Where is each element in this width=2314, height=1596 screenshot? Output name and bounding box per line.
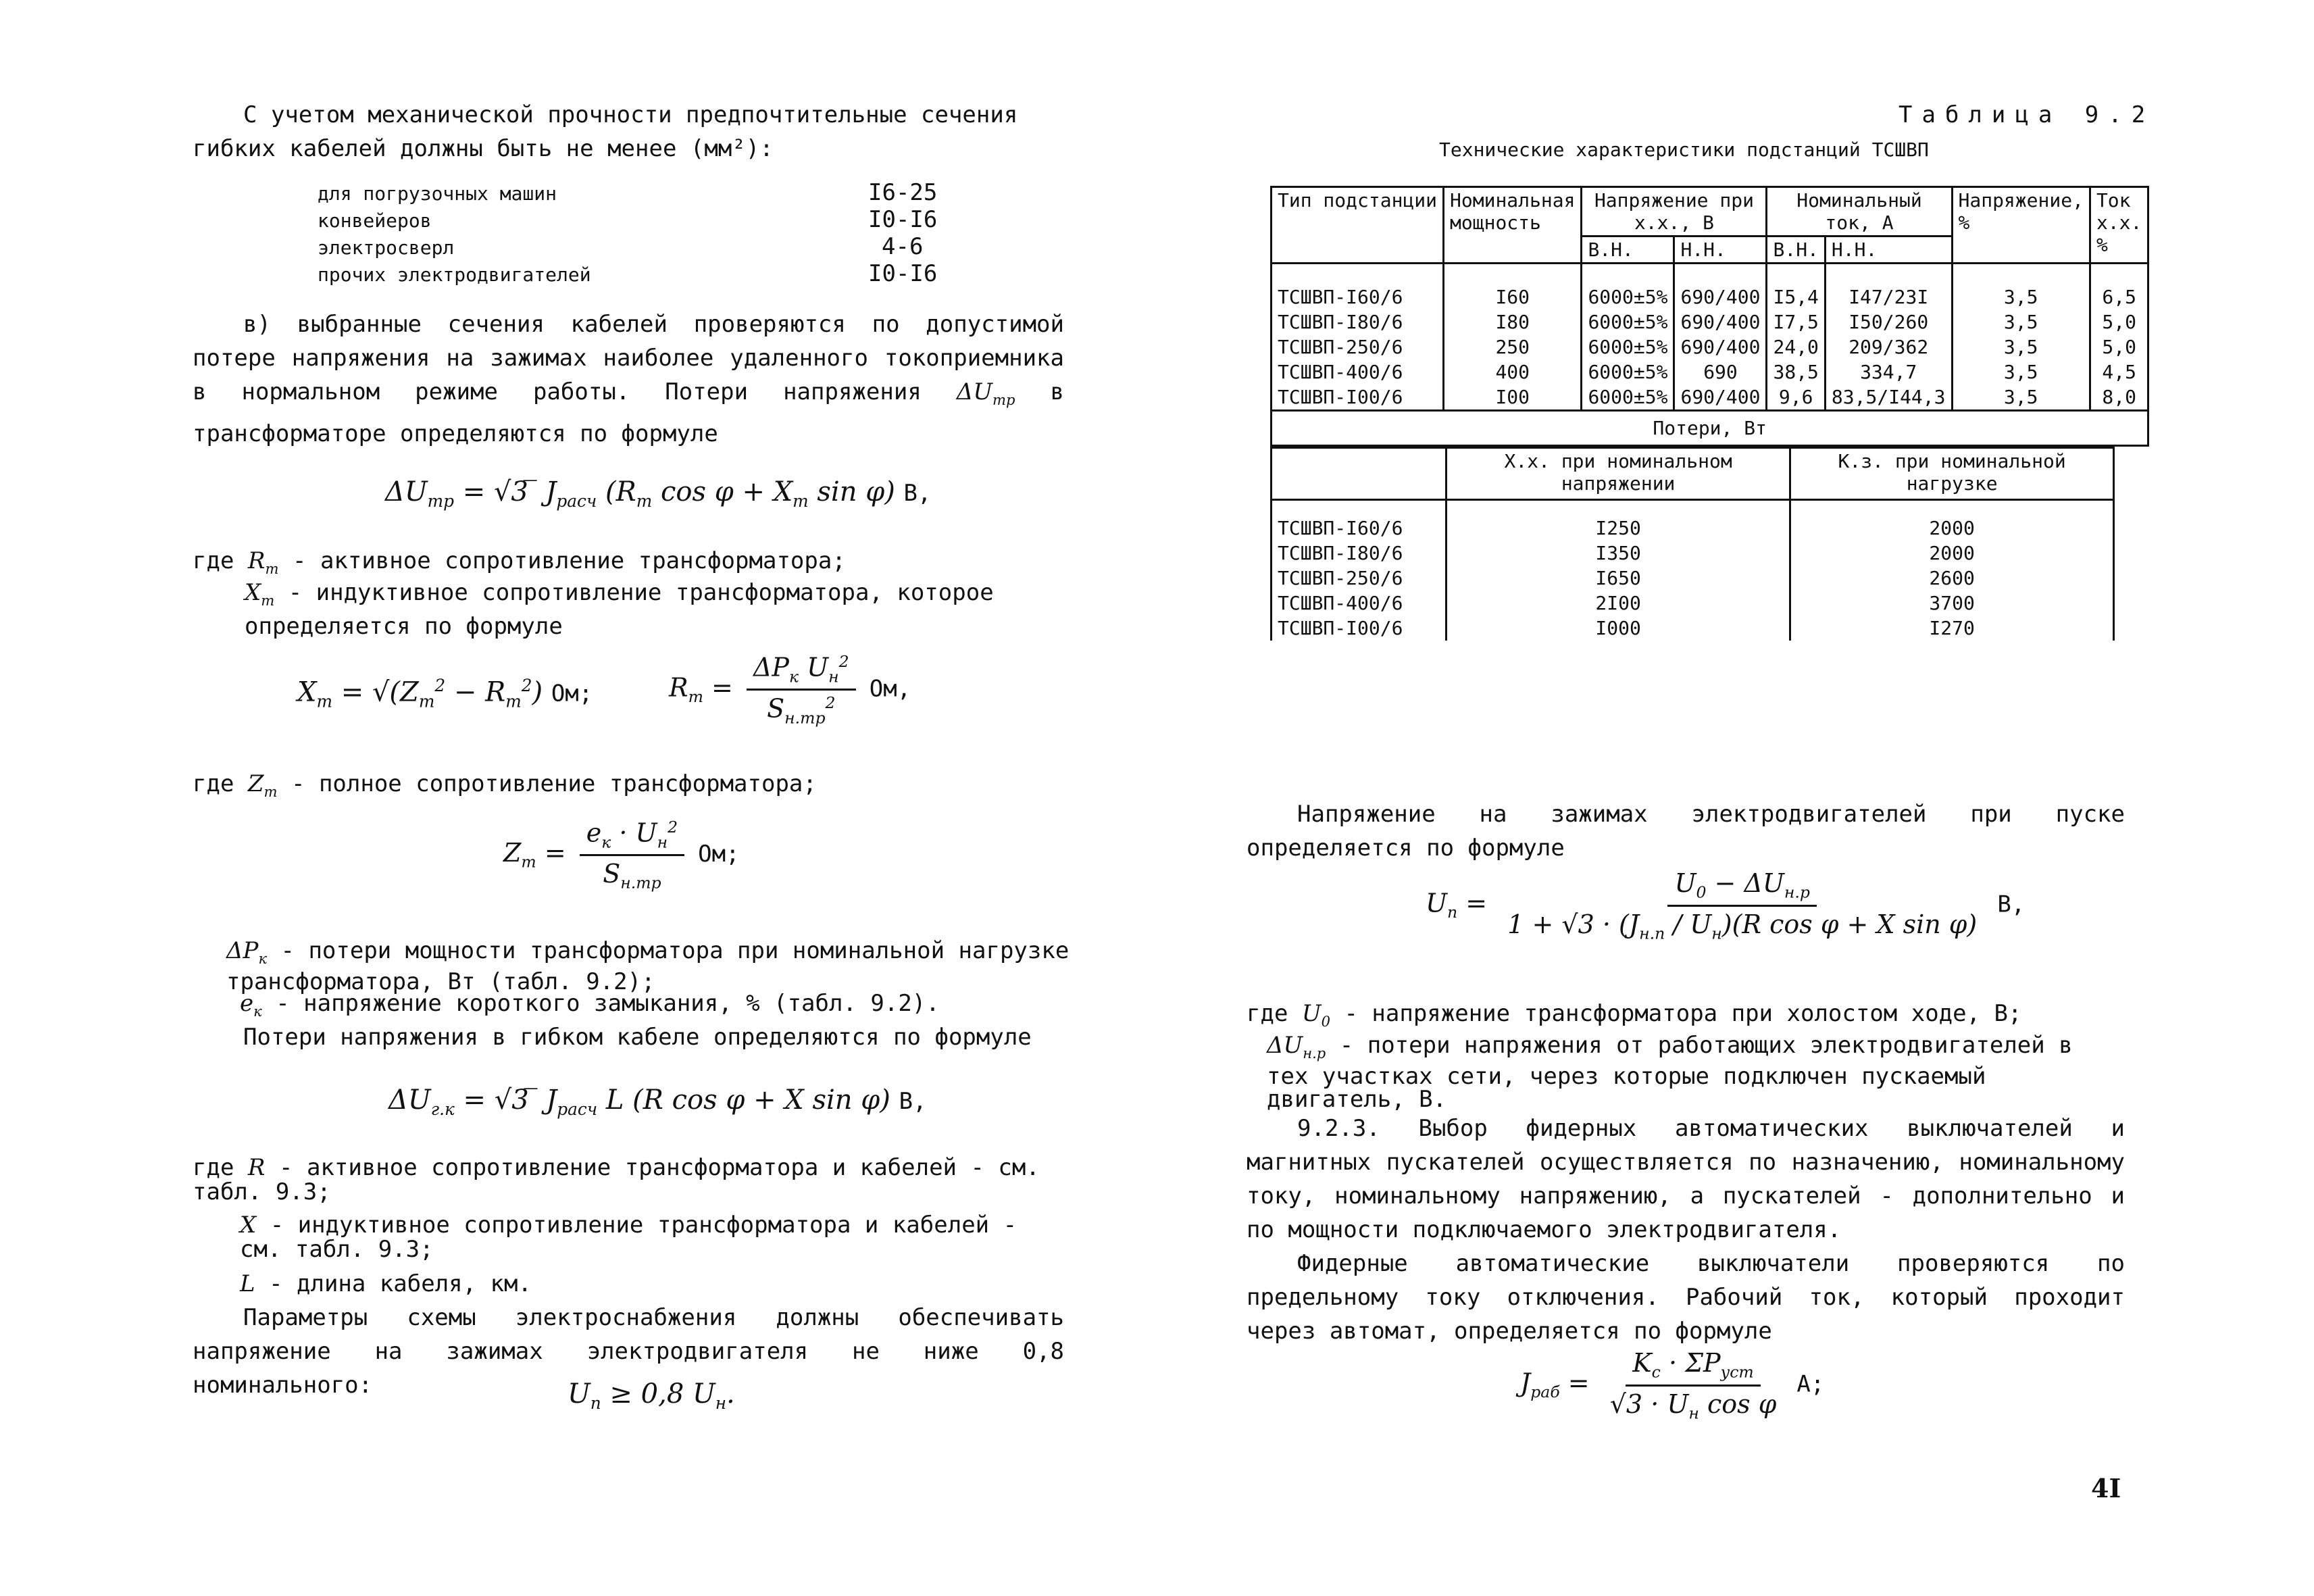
section-label: конвейеров [318, 209, 432, 232]
table-row [1272, 541, 2114, 566]
table-label: Таблица 9.2 [1898, 101, 2155, 128]
table-row [1272, 309, 2148, 334]
cell-type: ТСШВП-I00/6 [1272, 384, 1444, 411]
table-cell: 6000±5% [1582, 359, 1674, 384]
table-cell: 2I00 [1447, 591, 1790, 616]
cell-type: ТСШВП-I80/6 [1272, 309, 1444, 334]
where-label: где [193, 770, 234, 797]
formula-zt: $Z_т$ = $\frac{e_к \cdot U_н^2}{S_{н.тр}}$ Ом; [503, 818, 740, 893]
table-cell: I000 [1447, 616, 1790, 641]
table-cell: 3,5 [1952, 359, 2090, 384]
unp-description: - потери напряжения от работающих электродвигателей в тех участках сети, через которые подключен пускаемый двигатель, В. [1267, 1032, 2073, 1113]
header-current: Номинальный ток, А [1767, 187, 1952, 236]
l-symbol: L [240, 1270, 255, 1297]
table-row [1272, 334, 2148, 359]
table-cell: I80 [1444, 309, 1582, 334]
table-cell: 8,0 [2090, 384, 2148, 411]
where-xt [245, 580, 1069, 639]
table-cell: 690 [1674, 359, 1767, 384]
ohm-unit: Ом, [869, 675, 911, 703]
table-cell: I47/23I [1825, 264, 1952, 310]
ek-description: - напряжение короткого замыкания, % (табл. 9.2). [276, 990, 940, 1017]
table-cell: I50/260 [1825, 309, 1952, 334]
cell-type: ТСШВП-250/6 [1272, 334, 1444, 359]
paragraph-b-text: в) выбранные сечения кабелей проверяются по допустимой потере напряжения на зажимах наиболее удаленного токоприемника в нормальном режиме работы. Потери напряжения [193, 311, 1064, 405]
table-row [1272, 264, 2148, 310]
table-cell: 3,5 [1952, 384, 2090, 411]
pk-symbol: $\Delta P_к$ [226, 937, 268, 967]
table-cell: 690/400 [1674, 309, 1767, 334]
where-l [240, 1270, 532, 1297]
section-label: электросверл [318, 236, 455, 259]
table-cell: 690/400 [1674, 334, 1767, 359]
section-value: I0-I6 [868, 206, 938, 233]
table-cell: 83,5/I44,3 [1825, 384, 1952, 411]
table-cell: 334,7 [1825, 359, 1952, 384]
table-cell: 6,5 [2090, 264, 2148, 310]
delta-u-tr-symbol: $\Delta U_{тр}$ [956, 378, 1015, 408]
cable-loss-line: Потери напряжения в гибком кабеле определяются по формуле [243, 1024, 1032, 1051]
table-row [1272, 591, 2114, 616]
table-cell: 24,0 [1767, 334, 1825, 359]
substation-table-body [1272, 264, 2148, 411]
table-cell: 2000 [1790, 500, 2114, 541]
table-cell: 2000 [1790, 541, 2114, 566]
formula-unit: А; [1796, 1370, 1825, 1398]
zt-symbol: $Z_т$ [247, 770, 278, 800]
table-cell: I350 [1447, 541, 1790, 566]
losses-header-kz: К.з. при номинальной нагрузке [1790, 448, 2114, 500]
table-cell: 9,6 [1767, 384, 1825, 411]
formula-cable-loss: $\Delta U_{г.к} = √3$ ̅ $J_{расч}$ L (R cos φ + X sin φ) В, [388, 1084, 927, 1119]
u0-description: - напряжение трансформатора при холостом ходе, В; [1344, 1000, 2022, 1027]
section-label: прочих электродвигателей [318, 264, 591, 286]
table-cell: I650 [1447, 566, 1790, 591]
paragraph-923 [1247, 1112, 2125, 1247]
x-description: - индуктивное сопротивление трансформатора и кабелей - см. табл. 9.3; [240, 1212, 1017, 1263]
intro-line-1: С учетом механической прочности предпочтительные сечения [243, 101, 1018, 128]
paragraph-b-tail: в трансформаторе определяются по формуле [193, 378, 1064, 447]
formula-unit: В, [899, 1088, 927, 1115]
formula-unit: В, [1997, 891, 2026, 918]
final-formula: $U_п \ge 0,8$ $U_н$. [568, 1378, 735, 1413]
unp-symbol: $\Delta U_{н.р}$ [1267, 1032, 1326, 1062]
where-u0 [1247, 1000, 2022, 1030]
formula-unit: В, [903, 480, 932, 507]
table-cell: 3700 [1790, 591, 2114, 616]
table-row [1272, 616, 2114, 641]
table-cell: I7,5 [1767, 309, 1825, 334]
table-cell: 3,5 [1952, 334, 2090, 359]
table-cell: 400 [1444, 359, 1582, 384]
table-row [1272, 384, 2148, 411]
subheader-vn: В.Н. [1767, 236, 1825, 264]
rt-description: - активное сопротивление трансформатора; [293, 547, 846, 574]
cell-type: ТСШВП-400/6 [1272, 359, 1444, 384]
table-cell: I250 [1447, 500, 1790, 541]
section-value: I0-I6 [868, 260, 938, 287]
table-cell: 6000±5% [1582, 309, 1674, 334]
cell-type: ТСШВП-400/6 [1272, 591, 1447, 616]
where-ek [240, 990, 940, 1020]
pk-description: - потери мощности трансформатора при номинальной нагрузке трансформатора, Вт (табл. 9.2); [226, 937, 1070, 995]
losses-table-body [1272, 500, 2114, 641]
where-rt [193, 547, 846, 577]
losses-header-type [1272, 448, 1447, 500]
table-row [1272, 500, 2114, 541]
where-label: где [193, 1154, 234, 1181]
u0-symbol: $U_0$ [1301, 1000, 1330, 1030]
r-description: - активное сопротивление трансформатора и кабелей - см. табл. 9.3; [193, 1154, 1040, 1205]
paragraph-b [193, 307, 1064, 451]
where-zt [193, 770, 817, 800]
table-cell: 5,0 [2090, 309, 2148, 334]
xt-symbol: $X_т$ [245, 579, 275, 609]
table-cell: 250 [1444, 334, 1582, 359]
table-cell: I60 [1444, 264, 1582, 310]
ek-symbol: $e_к$ [240, 990, 262, 1020]
table-cell: 690/400 [1674, 264, 1767, 310]
subheader-vn: В.Н. [1582, 236, 1674, 264]
section-value: I6-25 [868, 179, 938, 206]
table-cell: 6000±5% [1582, 384, 1674, 411]
cell-type: ТСШВП-I80/6 [1272, 541, 1447, 566]
header-ek: Напряжение, % [1952, 187, 2090, 264]
formula-delta-u-tr: $\Delta U_{тр} = √3$ ̅ $J_{расч}$ ($R_т$ $\cos \varphi + X_т$ sin φ) В, [385, 476, 932, 511]
cell-type: ТСШВП-I00/6 [1272, 616, 1447, 641]
formula-start-voltage: $U_п$ = $\frac{U_0 - \Delta U_{н.р}}{1 + √3 \cdot (J_{н.п} / U_н)(R \cos \varphi + X \sin \varphi)}$ В, [1426, 868, 2026, 943]
table-cell: 6000±5% [1582, 264, 1674, 310]
substation-table [1270, 186, 2149, 447]
table-cell: 2600 [1790, 566, 2114, 591]
subheader-nn: Н.Н. [1674, 236, 1767, 264]
cell-type: ТСШВП-I60/6 [1272, 500, 1447, 541]
where-pk [226, 939, 1071, 993]
paragraph-feeder [1247, 1247, 2125, 1348]
start-paragraph-text: Напряжение на зажимах электродвигателей при пуске определяется по формуле [1247, 801, 2125, 862]
paragraph-feeder-text: Фидерные автоматические выключатели проверяются по предельному току отключения. Рабочий ток, который проходит через автомат, определяется по формуле [1247, 1250, 2125, 1345]
losses-header-xx: Х.х. при номинальном напряжении [1447, 448, 1790, 500]
page-number: 4I [2091, 1473, 2121, 1503]
where-r [193, 1155, 1071, 1204]
paragraph-923-text: 9.2.3. Выбор фидерных автоматических выключателей и магнитных пускателей осуществляется по назначению, номинальному току, номинальному напряжению, а пускателей - дополнительно и по мощности подключаемого электродвигателя. [1247, 1115, 2125, 1243]
where-unp [1267, 1034, 2125, 1111]
header-type: Тип подстанции [1272, 187, 1444, 264]
params-text: Параметры схемы электроснабжения должны обеспечивать напряжение на зажимах электродвигателя не ниже 0,8 номинального: [193, 1304, 1064, 1399]
table-cell: 5,0 [2090, 334, 2148, 359]
table-row [1272, 566, 2114, 591]
cell-type: ТСШВП-250/6 [1272, 566, 1447, 591]
table-cell: I270 [1790, 616, 2114, 641]
header-i-xx: Ток х.х. % [2090, 187, 2148, 264]
section-label: для погрузочных машин [318, 182, 557, 205]
zt-description: - полное сопротивление трансформатора; [291, 770, 817, 797]
header-power: Номинальная мощность [1444, 187, 1582, 264]
table-cell: 4,5 [2090, 359, 2148, 384]
formula-xt: $X_т = √(Z_т^2 - R_т^2)$ Ом; [297, 676, 593, 712]
table-row [1272, 359, 2148, 384]
losses-title: Потери, Вт [1272, 411, 2148, 446]
formula-work-current: $J_{раб}$ = $\frac{K_c \cdot \Sigma P_{уст}}{√3 \cdot U_н \cos \varphi}$ А; [1520, 1348, 1825, 1423]
table-cell: 38,5 [1767, 359, 1825, 384]
subheader-nn: Н.Н. [1825, 236, 1952, 264]
xt-description: - индуктивное сопротивление трансформатора, которое определяется по формуле [245, 579, 994, 640]
cell-type: ТСШВП-I60/6 [1272, 264, 1444, 310]
header-voltage-xx: Напряжение при х.х., В [1582, 187, 1767, 236]
where-x [240, 1213, 1071, 1262]
where-label: где [193, 547, 234, 574]
table-cell: 3,5 [1952, 264, 2090, 310]
ohm-unit: Ом; [698, 840, 740, 868]
table-cell: 690/400 [1674, 384, 1767, 411]
table-cell: 3,5 [1952, 309, 2090, 334]
where-label: где [1247, 1000, 1288, 1027]
substation-table-wrap [1270, 186, 2149, 641]
table-cell: 209/362 [1825, 334, 1952, 359]
l-description: - длина кабеля, км. [269, 1270, 532, 1297]
intro-line-2: гибких кабелей должны быть не менее (мм²): [193, 135, 774, 162]
formula-rt: $R_т$ = $\frac{\Delta P_к U_н^2}{S_{н.тр}^2}$ Ом, [669, 652, 911, 728]
x-symbol: X [240, 1212, 257, 1239]
r-symbol: R [247, 1154, 266, 1181]
losses-table [1270, 447, 2115, 641]
table-title: Технические характеристики подстанций ТСШВП [1439, 139, 1929, 161]
start-paragraph [1247, 797, 2125, 865]
section-value: 4-6 [882, 233, 924, 260]
table-cell: I00 [1444, 384, 1582, 411]
table-cell: 6000±5% [1582, 334, 1674, 359]
ohm-unit: Ом; [551, 680, 593, 707]
table-cell: I5,4 [1767, 264, 1825, 310]
rt-symbol: $R_т$ [247, 547, 279, 577]
